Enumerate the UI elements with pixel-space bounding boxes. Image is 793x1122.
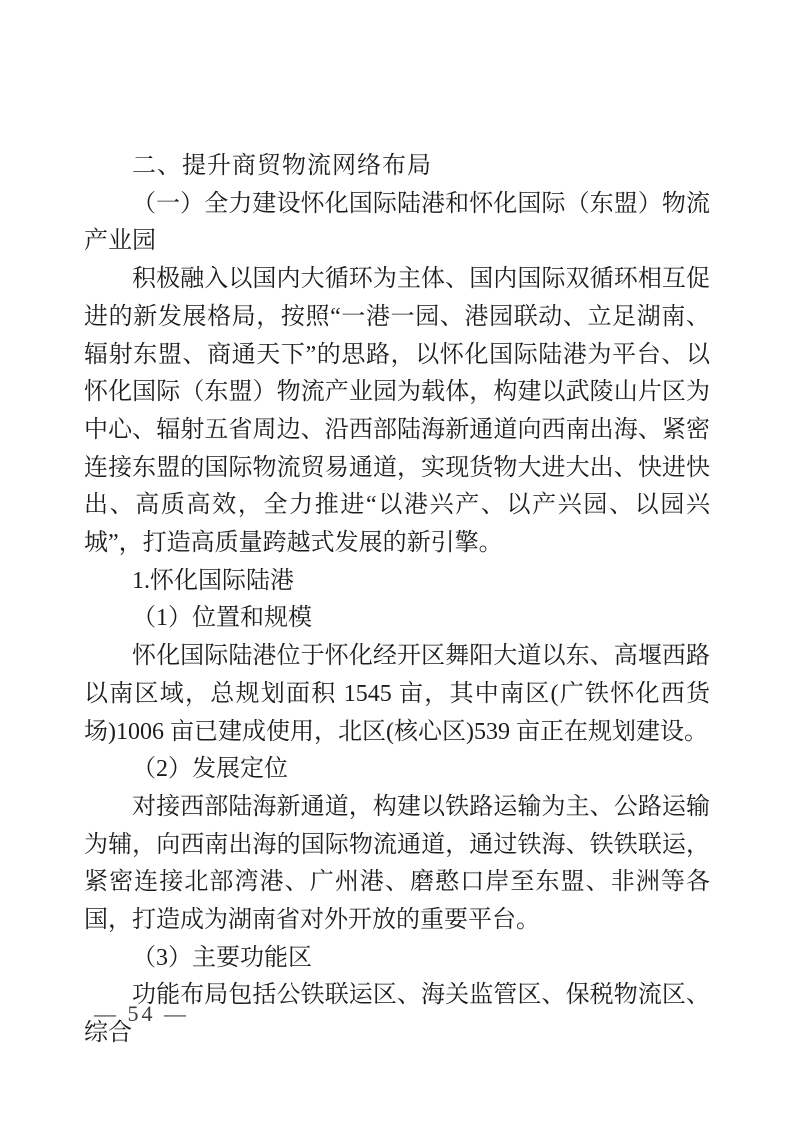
sub1-paragraph: 怀化国际陆港位于怀化经开区舞阳大道以东、高堰西路以南区域，总规划面积 1545 亩，其中南区(广铁怀化西货场)1006 亩已建成使用，北区(核心区)539 亩正在规划建设。	[84, 643, 710, 745]
sub1-heading: （1）位置和规模	[132, 605, 312, 632]
document-content	[84, 148, 710, 1053]
intro-paragraph: 积极融入以国内大循环为主体、国内国际双循环相互促进的新发展格局，按照“一港一园、港园联动、立足湖南、辐射东盟、商通天下”的思路，以怀化国际陆港为平台、以怀化国际（东盟）物流产业园为载体，构建以武陵山片区为中心、辐射五省周边、沿西部陆海新通道向西南出海、紧密连接东盟的国际物流贸易通道，实现货物大进大出、快进快出、高质高效，全力推进“以港兴产、以产兴园、以园兴城”，打造高质量跨越式发展的新引擎。	[84, 266, 710, 557]
section-heading: 二、提升商贸物流网络布局	[132, 153, 432, 179]
sub3-paragraph: 功能布局包括公铁联运区、海关监管区、保税物流区、综合	[84, 982, 710, 1047]
sub3-heading: （3）主要功能区	[132, 944, 312, 971]
sub2-heading: （2）发展定位	[132, 756, 288, 783]
sub2-paragraph: 对接西部陆海新通道，构建以铁路运输为主、公路运输为辅，向西南出海的国际物流通道，通过铁海、铁铁联运，紧密连接北部湾港、广州港、磨憨口岸至东盟、非洲等各国，打造成为湖南省对外开放的重要平台。	[84, 793, 710, 934]
page-number: — 54 —	[94, 1001, 189, 1026]
subsection-heading: （一）全力建设怀化国际陆港和怀化国际（东盟）物流产业园	[84, 190, 710, 255]
item1-heading: 1.怀化国际陆港	[132, 567, 294, 594]
